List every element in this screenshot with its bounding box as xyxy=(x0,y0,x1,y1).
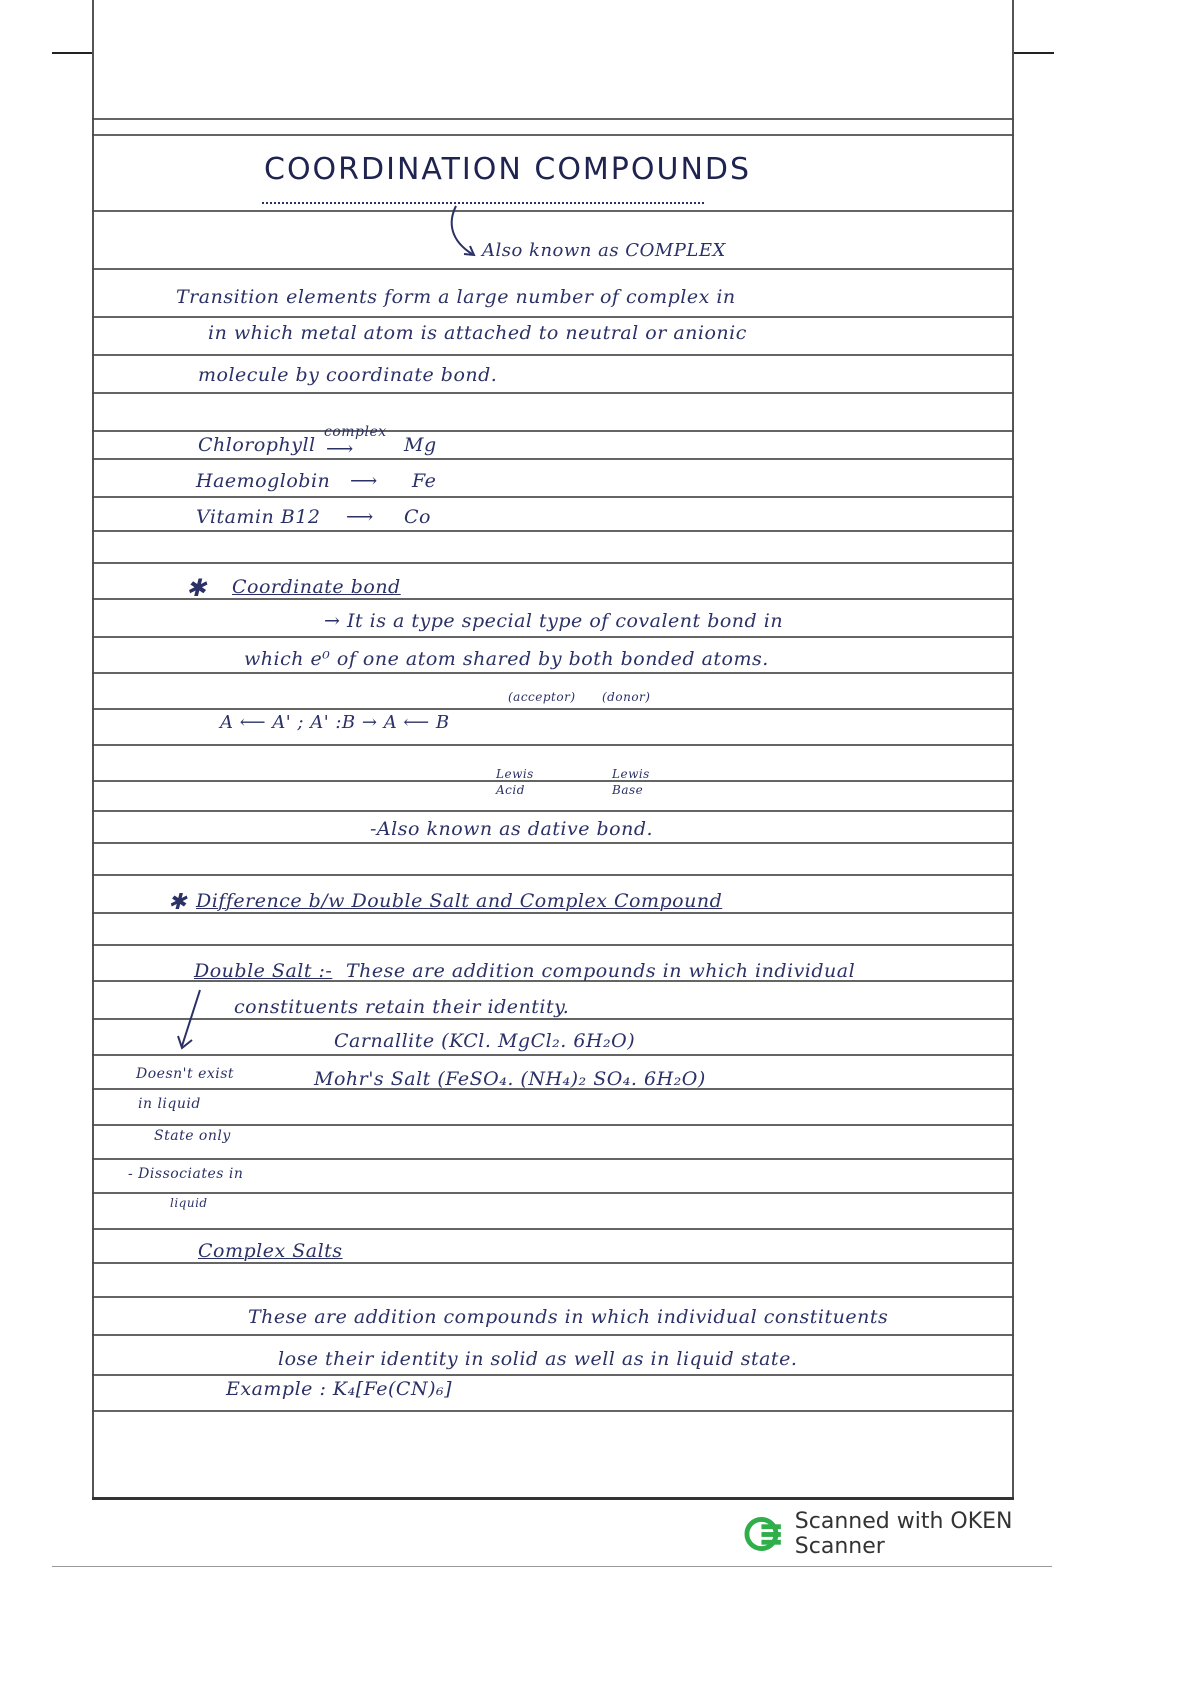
ruled-line xyxy=(92,1374,1014,1376)
example-name-3: Vitamin B12 xyxy=(196,506,321,528)
coordinate-bond-line-2: which e⁰ of one atom shared by both bonded atoms. xyxy=(244,648,769,670)
ruled-line xyxy=(92,672,1014,674)
edge-tick-right xyxy=(1014,52,1054,54)
arrow-2: ⟶ xyxy=(350,470,378,492)
ruled-line xyxy=(92,1334,1014,1336)
ruled-line xyxy=(92,1228,1014,1230)
ruled-line xyxy=(92,1124,1014,1126)
arrow-3: ⟶ xyxy=(346,506,374,528)
double-salt-label: Double Salt :- xyxy=(194,960,333,982)
arrow-1: ⟶ xyxy=(326,438,354,460)
margin-note-2: in liquid xyxy=(138,1096,201,1112)
ruled-line xyxy=(92,430,1014,432)
also-known-as: Also known as COMPLEX xyxy=(482,240,726,261)
page-title: COORDINATION COMPOUNDS xyxy=(264,152,752,187)
bottom-divider xyxy=(52,1566,1052,1567)
example-metal-2: Fe xyxy=(412,470,437,492)
ruled-line xyxy=(92,1018,1014,1020)
complex-salts-heading: Complex Salts xyxy=(198,1240,343,1262)
ruled-line xyxy=(92,562,1014,564)
edge-tick-left xyxy=(52,52,92,54)
donor-label: (donor) xyxy=(602,690,651,704)
acceptor-label: (acceptor) xyxy=(508,690,576,704)
lewis-base-label: Lewis Base xyxy=(612,767,650,797)
example-metal-3: Co xyxy=(404,506,431,528)
difference-heading: Difference b/w Double Salt and Complex Compound xyxy=(196,890,723,912)
ruled-line xyxy=(92,810,1014,812)
intro-line-1: Transition elements form a large number of complex in xyxy=(176,286,736,308)
ruled-line xyxy=(92,210,1014,212)
margin-arrow-icon xyxy=(176,988,206,1052)
ruled-line xyxy=(92,842,1014,844)
ruled-line xyxy=(92,744,1014,746)
ruled-line xyxy=(92,354,1014,356)
complex-line-2: lose their identity in solid as well as in liquid state. xyxy=(278,1348,798,1370)
double-salt-line-1: These are addition compounds in which individual xyxy=(346,960,856,982)
ruled-line xyxy=(92,912,1014,914)
margin-note-4: - Dissociates in xyxy=(128,1166,244,1182)
curved-arrow-icon xyxy=(444,204,484,260)
ruled-line xyxy=(92,392,1014,394)
ruled-line xyxy=(92,316,1014,318)
lewis-acid-label: Lewis Acid xyxy=(496,767,534,797)
ruled-line xyxy=(92,1192,1014,1194)
ruled-line xyxy=(92,780,1014,782)
oken-logo-icon xyxy=(744,1514,783,1554)
ruled-line xyxy=(92,496,1014,498)
ruled-line xyxy=(92,458,1014,460)
page-bottom-edge xyxy=(92,1497,1014,1500)
bond-equation: A ⟵ A' ; A' :B → A ⟵ B xyxy=(220,712,450,733)
asterisk-icon: ✱ xyxy=(186,574,207,602)
dative-bond-note: -Also known as dative bond. xyxy=(370,818,654,840)
intro-line-2: in which metal atom is attached to neutral or anionic xyxy=(208,322,747,344)
ruled-line xyxy=(92,1262,1014,1264)
ruled-line xyxy=(92,636,1014,638)
ruled-line xyxy=(92,1410,1014,1412)
ruled-line xyxy=(92,530,1014,532)
complex-line-1: These are addition compounds in which individual constituents xyxy=(248,1306,889,1328)
scanner-brand-text: Scanned with OKEN Scanner xyxy=(794,1509,1013,1559)
double-salt-example-1: Carnallite (KCl. MgCl₂. 6H₂O) xyxy=(334,1030,636,1052)
title-underline xyxy=(262,196,704,204)
margin-note-3: State only xyxy=(154,1128,231,1144)
example-name-2: Haemoglobin xyxy=(196,470,331,492)
double-salt-line-2: constituents retain their identity. xyxy=(234,996,570,1018)
example-metal-1: Mg xyxy=(404,434,437,456)
example-name-1: Chlorophyll xyxy=(198,434,316,456)
ruled-line xyxy=(92,1296,1014,1298)
ruled-line xyxy=(92,944,1014,946)
coordinate-bond-line-1: → It is a type special type of covalent bond in xyxy=(324,610,784,632)
ruled-line xyxy=(92,1054,1014,1056)
double-salt-example-2: Mohr's Salt (FeSO₄. (NH₄)₂ SO₄. 6H₂O) xyxy=(314,1068,706,1090)
notebook-page xyxy=(92,0,1014,1500)
example-arrow-label-1: complex xyxy=(324,424,387,440)
ruled-line xyxy=(92,134,1014,136)
ruled-line xyxy=(92,598,1014,600)
coordinate-bond-heading: Coordinate bond xyxy=(232,576,401,598)
ruled-line xyxy=(92,268,1014,270)
scanner-footer xyxy=(744,1509,1100,1559)
intro-line-3: molecule by coordinate bond. xyxy=(198,364,498,386)
ruled-line xyxy=(92,874,1014,876)
ruled-line xyxy=(92,708,1014,710)
ruled-line xyxy=(92,118,1014,120)
margin-note-1: Doesn't exist xyxy=(136,1066,235,1082)
asterisk-icon-2: ✱ xyxy=(168,890,187,915)
margin-note-5: liquid xyxy=(170,1196,208,1210)
ruled-line xyxy=(92,1158,1014,1160)
complex-example: Example : K₄[Fe(CN)₆] xyxy=(226,1378,453,1400)
